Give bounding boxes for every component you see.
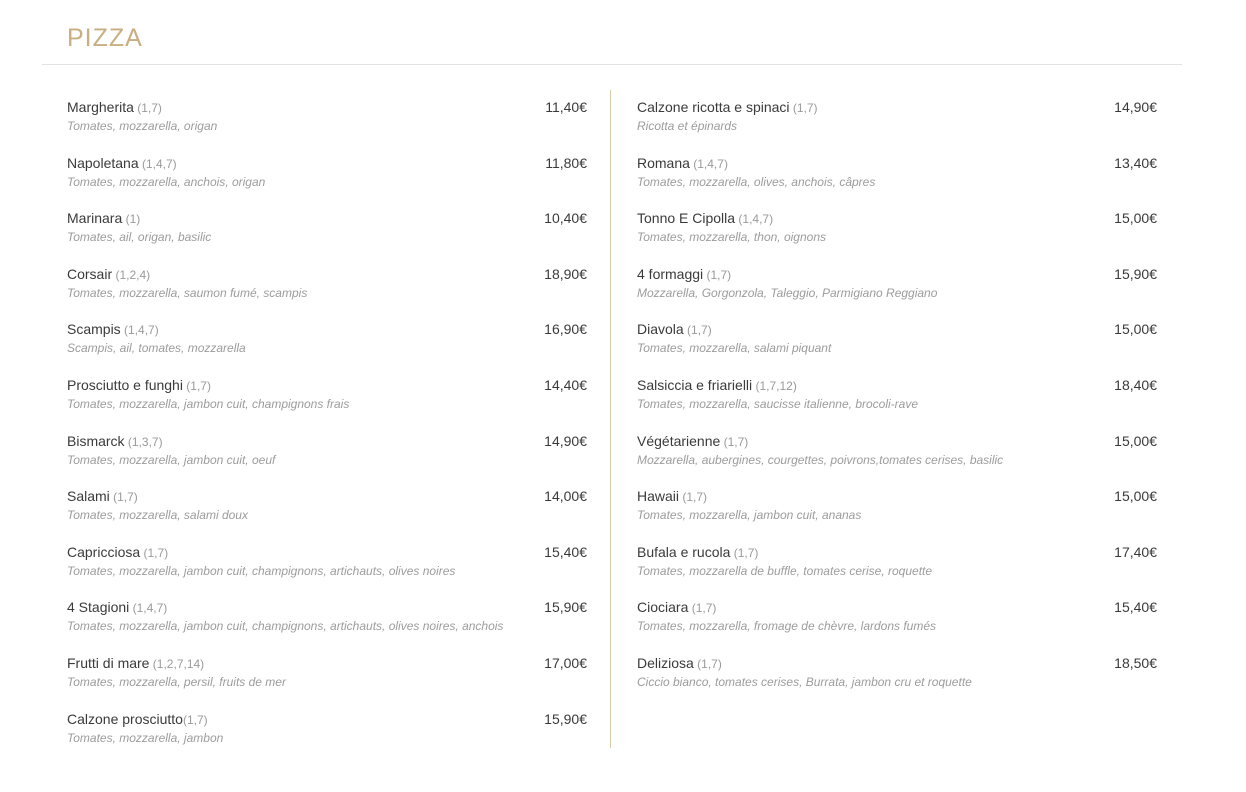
pizza-description: Tomates, mozzarella, persil, fruits de mer — [67, 674, 286, 689]
menu-item — [637, 319, 1157, 375]
allergen-codes: (1,4,7) — [129, 601, 168, 616]
pizza-name: Scampis — [67, 321, 121, 338]
pizza-price: 14,00€ — [544, 488, 587, 505]
pizza-name: Marinara — [67, 210, 123, 227]
menu-item — [67, 431, 587, 487]
pizza-price: 15,90€ — [544, 710, 587, 727]
allergen-codes: (1,7) — [140, 545, 169, 560]
menu-item — [67, 486, 587, 542]
pizza-price: 10,40€ — [544, 210, 587, 227]
allergen-codes: (1,7) — [693, 656, 722, 671]
menu-item-header — [637, 431, 1157, 451]
menu-item-header — [67, 208, 587, 228]
pizza-name: Capricciosa — [67, 543, 141, 560]
menu-item — [67, 97, 587, 153]
menu-item-header — [637, 208, 1157, 228]
menu-item — [637, 375, 1157, 431]
allergen-codes: (1,7) — [109, 490, 138, 505]
pizza-description: Tomates, mozzarella, origan — [67, 119, 218, 133]
pizza-price: 18,90€ — [544, 265, 587, 282]
pizza-price: 15,90€ — [1114, 265, 1157, 282]
pizza-description: Tomates, mozzarella, anchois, origan — [67, 174, 266, 189]
pizza-price: 15,90€ — [544, 599, 587, 616]
title-divider — [42, 64, 1182, 65]
menu-item-header — [67, 542, 587, 562]
pizza-name: Bufala e rucola — [637, 543, 731, 560]
allergen-codes: (1,2,7,14) — [149, 656, 205, 671]
pizza-name: Prosciutto e funghi — [67, 376, 183, 393]
pizza-description: Tomates, mozzarella, fromage de chèvre, lardons fumés — [637, 619, 937, 634]
menu-item — [637, 208, 1157, 264]
menu-item — [637, 542, 1157, 598]
pizza-name: Tonno E Cipolla — [637, 210, 736, 227]
pizza-price: 15,00€ — [1114, 321, 1157, 338]
menu-item-header — [67, 375, 587, 395]
pizza-price: 15,00€ — [1114, 432, 1157, 449]
allergen-codes: (1,4,7) — [689, 156, 728, 171]
pizza-description: Ciccio bianco, tomates cerises, Burrata, jambon cru et roquette — [637, 674, 972, 689]
pizza-name: Salami — [67, 488, 110, 505]
menu-item — [67, 542, 587, 598]
pizza-name: Margherita — [67, 99, 134, 115]
pizza-price: 17,00€ — [544, 654, 587, 671]
pizza-description: Tomates, mozzarella, jambon cuit, oeuf — [67, 452, 276, 467]
pizza-price: 18,40€ — [1114, 376, 1157, 393]
pizza-name: Calzone prosciutto — [67, 710, 183, 727]
menu-item — [67, 319, 587, 375]
allergen-codes: (1,7) — [730, 545, 759, 560]
menu-item-header — [637, 97, 1157, 117]
menu-item — [637, 653, 1157, 709]
allergen-codes: (1,7,12) — [752, 378, 797, 393]
menu-column-right — [637, 97, 1157, 709]
menu-item-header — [67, 486, 587, 506]
menu-item-header — [637, 264, 1157, 284]
pizza-description: Tomates, mozzarella, olives, anchois, câpres — [637, 174, 876, 189]
pizza-name: Ciociara — [637, 599, 689, 616]
pizza-price: 16,90€ — [544, 321, 587, 338]
menu-item-header — [637, 319, 1157, 339]
pizza-description: Tomates, mozzarella, thon, oignons — [637, 230, 826, 245]
menu-item-header — [637, 486, 1157, 506]
menu-item — [637, 597, 1157, 653]
pizza-price: 14,40€ — [544, 376, 587, 393]
pizza-name: Frutti di mare — [67, 654, 150, 671]
pizza-description: Tomates, mozzarella, jambon cuit, champignons frais — [67, 396, 350, 411]
menu-item — [637, 486, 1157, 542]
allergen-codes: (1,3,7) — [124, 434, 163, 449]
allergen-codes: (1,4,7) — [735, 212, 774, 227]
pizza-description: Mozzarella, aubergines, courgettes, poivrons,tomates cerises, basilic — [637, 452, 1004, 467]
pizza-name: Napoletana — [67, 154, 139, 171]
allergen-codes: (1,7) — [133, 101, 162, 115]
menu-item — [67, 597, 587, 653]
pizza-price: 11,40€ — [545, 99, 587, 115]
menu-item — [637, 97, 1157, 153]
pizza-name: Hawaii — [637, 488, 680, 505]
menu-item — [67, 709, 587, 765]
allergen-codes: (1,7) — [683, 323, 712, 338]
pizza-description: Tomates, mozzarella, jambon — [67, 730, 224, 745]
pizza-price: 11,80€ — [545, 154, 587, 171]
menu-item — [67, 375, 587, 431]
menu-item-header — [67, 653, 587, 673]
menu-item — [67, 208, 587, 264]
menu-item-header — [67, 597, 587, 617]
pizza-description: Tomates, mozzarella, jambon cuit, ananas — [637, 508, 862, 523]
pizza-price: 15,40€ — [1114, 599, 1157, 616]
menu-item — [67, 153, 587, 209]
pizza-price: 14,90€ — [544, 432, 587, 449]
pizza-price: 15,00€ — [1114, 488, 1157, 505]
pizza-description: Tomates, mozzarella, saucisse italienne, brocoli-rave — [637, 396, 919, 411]
pizza-description: Tomates, ail, origan, basilic — [67, 230, 212, 245]
menu-item-header — [637, 375, 1157, 395]
pizza-price: 13,40€ — [1114, 154, 1157, 171]
pizza-name: Corsair — [67, 265, 113, 282]
pizza-price: 14,90€ — [1114, 99, 1157, 115]
pizza-price: 15,40€ — [544, 543, 587, 560]
pizza-description: Tomates, mozzarella, salami piquant — [637, 341, 832, 356]
pizza-name: Deliziosa — [637, 654, 694, 671]
allergen-codes: (1,7) — [720, 434, 749, 449]
menu-item-header — [67, 97, 587, 117]
allergen-codes: (1,7) — [182, 378, 211, 393]
pizza-name: Bismarck — [67, 432, 125, 449]
pizza-name: 4 formaggi — [637, 265, 704, 282]
column-divider — [610, 90, 611, 748]
menu-item-header — [637, 153, 1157, 173]
pizza-price: 15,00€ — [1114, 210, 1157, 227]
allergen-codes: (1,7) — [703, 267, 732, 282]
pizza-price: 18,50€ — [1114, 654, 1157, 671]
allergen-codes: (1,4,7) — [138, 156, 177, 171]
menu-item — [67, 264, 587, 320]
pizza-name: Végétarienne — [637, 432, 721, 449]
pizza-description: Tomates, mozzarella de buffle, tomates cerise, roquette — [637, 563, 933, 578]
allergen-codes: (1,7) — [182, 712, 208, 727]
pizza-description: Scampis, ail, tomates, mozzarella — [67, 341, 246, 356]
menu-item-header — [67, 709, 587, 729]
pizza-description: Ricotta et épinards — [637, 119, 738, 133]
allergen-codes: (1,7) — [789, 101, 818, 115]
allergen-codes: (1,2,4) — [112, 267, 151, 282]
pizza-description: Tomates, mozzarella, jambon cuit, champignons, artichauts, olives noires — [67, 563, 456, 578]
pizza-description: Tomates, mozzarella, jambon cuit, champignons, artichauts, olives noires, anchois — [67, 619, 504, 634]
pizza-name: 4 Stagioni — [67, 599, 130, 616]
menu-column-left — [67, 97, 587, 764]
menu-item-header — [67, 319, 587, 339]
allergen-codes: (1,7) — [679, 490, 708, 505]
pizza-name: Romana — [637, 154, 690, 171]
pizza-name: Salsiccia e friarielli — [637, 376, 753, 393]
menu-item-header — [637, 653, 1157, 673]
menu-item-header — [637, 542, 1157, 562]
menu-item-header — [67, 431, 587, 451]
section-title: PIZZA — [67, 24, 143, 52]
allergen-codes: (1) — [122, 212, 141, 227]
pizza-price: 17,40€ — [1114, 543, 1157, 560]
pizza-description: Tomates, mozzarella, saumon fumé, scampis — [67, 285, 308, 300]
allergen-codes: (1,7) — [688, 601, 717, 616]
menu-item — [637, 153, 1157, 209]
menu-item-header — [637, 597, 1157, 617]
pizza-description: Tomates, mozzarella, salami doux — [67, 508, 248, 523]
pizza-name: Calzone ricotta e spinaci — [637, 99, 790, 115]
menu-item — [67, 653, 587, 709]
menu-item-header — [67, 153, 587, 173]
allergen-codes: (1,4,7) — [120, 323, 159, 338]
menu-item — [637, 431, 1157, 487]
pizza-description: Mozzarella, Gorgonzola, Taleggio, Parmigiano Reggiano — [637, 285, 938, 300]
menu-item — [637, 264, 1157, 320]
pizza-name: Diavola — [637, 321, 684, 338]
menu-item-header — [67, 264, 587, 284]
